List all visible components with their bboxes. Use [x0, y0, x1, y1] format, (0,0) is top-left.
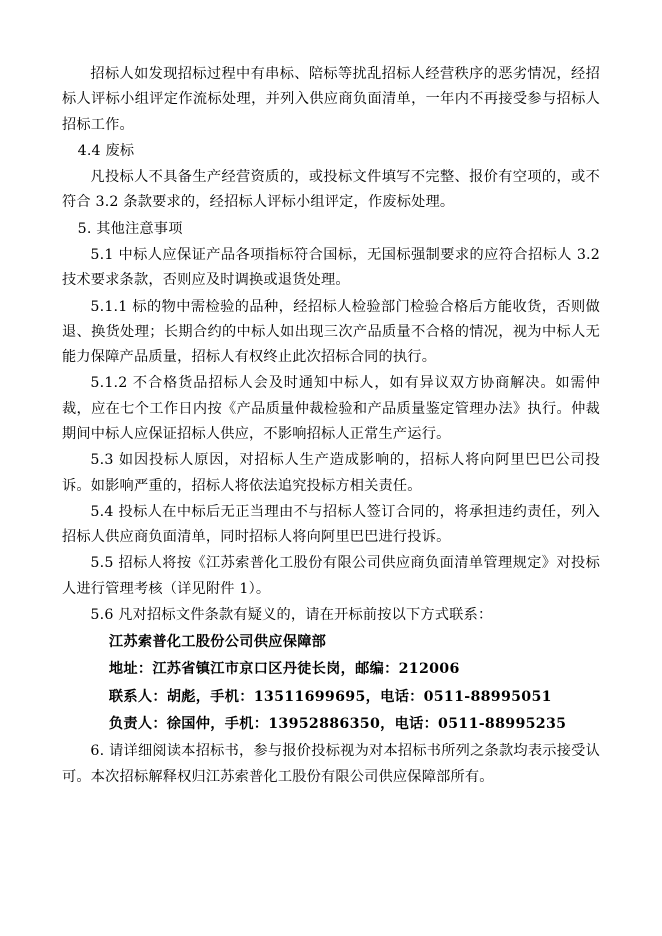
contact-block	[62, 630, 600, 737]
contact-person: 联系人：胡彪，手机：13511699695，电话：0511-88995051	[108, 688, 552, 705]
paragraph-5-4: 5.4 投标人在中标后无正当理由不与招标人签订合同的，将承担违约责任，列入招标人供应商负面清单，同时招标人将向阿里巴巴进行投诉。	[62, 503, 600, 546]
paragraph-6: 6. 请详细阅读本招标书，参与报价投标视为对本招标书所列之条款均表示接受认可。本次招标解释权归江苏索普化工股份有限公司供应保障部所有。	[62, 743, 600, 785]
paragraph-5-6: 5.6 凡对招标文件条款有疑义的，请在开标前按以下方式联系：	[90, 606, 493, 623]
paragraph-5-1: 5.1 中标人应保证产品各项指标符合国标，无国标强制要求的应符合招标人 3.2 技术要求条款，否则应及时调换或退货处理。	[62, 246, 600, 289]
contact-department: 江苏索普化工股份公司供应保障部	[108, 634, 327, 651]
paragraph-5-3: 5.3 如因投标人原因，对招标人生产造成影响的，招标人将向阿里巴巴公司投诉。如影响严重的，招标人将依法追究投标方相关责任。	[62, 452, 600, 494]
paragraph-4-4-body: 凡投标人不具备生产经营资质的，或投标文件填写不完整、报价有空项的，或不符合 3.2 条款要求的，经招标人评标小组评定，作废标处理。	[62, 169, 600, 211]
document-body	[62, 62, 600, 790]
paragraph-5-5: 5.5 招标人将按《江苏索普化工股份有限公司供应商负面清单管理规定》对投标人进行管理考核（详见附件 1）。	[62, 555, 600, 597]
heading-5: 5. 其他注意事项	[77, 220, 183, 237]
paragraph-5-1-2: 5.1.2 不合格货品招标人会及时通知中标人，如有异议双方协商解决。如需仲裁，应在七个工作日内按《产品质量仲裁检验和产品质量鉴定管理办法》执行。仲裁期间中标人应保证招标人供应，不影响招标人正常生产运行。	[62, 375, 600, 442]
paragraph-5-1-1: 5.1.1 标的物中需检验的品种，经招标人检验部门检验合格后方能收货，否则做退、换货处理；长期合约的中标人如出现三次产品质量不合格的情况，视为中标人无能力保障产品质量，招标人有权终止此次招标合同的执行。	[62, 298, 600, 366]
heading-4-4: 4.4 废标	[77, 142, 135, 159]
contact-manager: 负责人：徐国仲，手机：13952886350，电话：0511-88995235	[108, 716, 567, 733]
contact-address: 地址：江苏省镇江市京口区丹徒长岗，邮编：212006	[108, 661, 460, 678]
paragraph-intro: 招标人如发现招标过程中有串标、陪标等扰乱招标人经营秩序的恶劣情况，经招标人评标小组评定作流标处理，并列入供应商负面清单，一年内不再接受参与招标人招标工作。	[62, 66, 600, 133]
